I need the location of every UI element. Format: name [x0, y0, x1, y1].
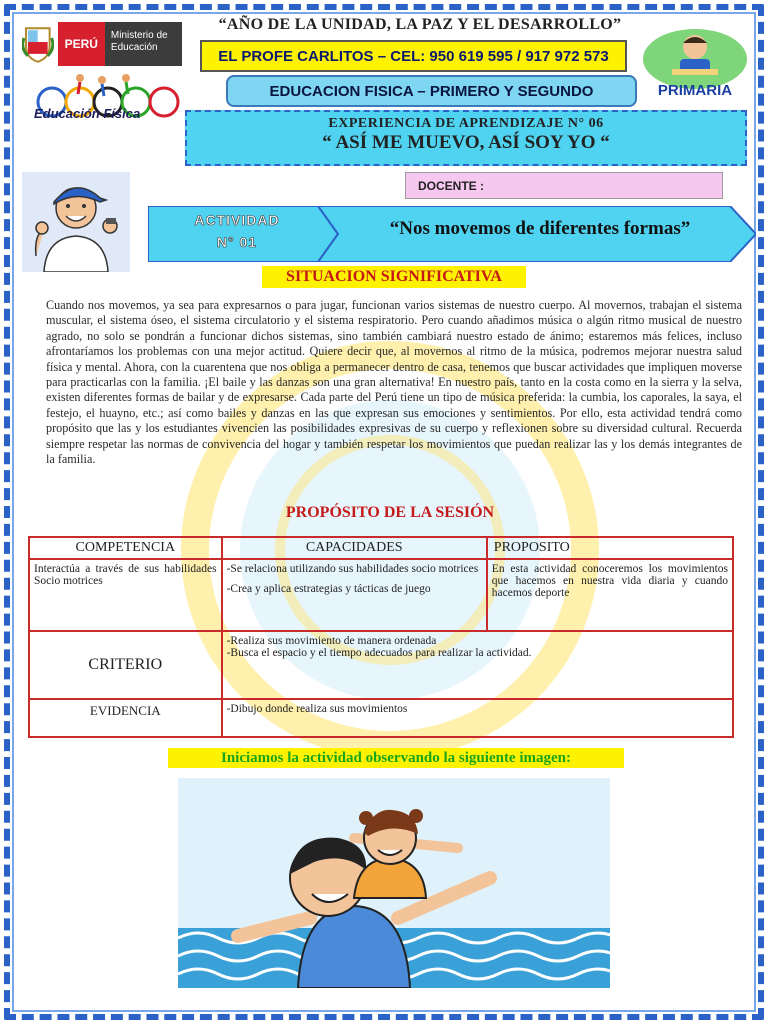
children-playing-illustration	[178, 778, 610, 988]
criterio-label: CRITERIO	[29, 631, 222, 699]
physical-education-label: Educación Física	[34, 106, 141, 121]
coach-illustration	[22, 172, 130, 272]
contact-banner: EL PROFE CARLITOS – CEL: 950 619 595 / 917 972 573	[200, 40, 627, 72]
start-activity-instruction: Iniciamos la actividad observando la siguiente imagen:	[168, 748, 624, 768]
activity-title: “Nos movemos de diferentes formas”	[389, 218, 691, 239]
activity-number: N° 01	[216, 234, 258, 250]
year-motto: “AÑO DE LA UNIDAD, LA PAZ Y EL DESARROLLO”	[218, 16, 622, 33]
table-row	[29, 631, 733, 699]
header-proposito: PROPOSITO	[487, 537, 733, 559]
table-header-row	[29, 537, 733, 559]
capacidad-item: -Crea y aplica estrategias y tácticas de juego	[226, 583, 431, 595]
header-competencia: COMPETENCIA	[29, 537, 222, 559]
ministry-logo	[22, 20, 182, 68]
situation-heading: SITUACION SIGNIFICATIVA	[262, 266, 526, 288]
situation-text: Cuando nos movemos, ya sea para expresarnos o para jugar, funcionan varios sistemas de nuestro cuerpo. Al movernos, trabajan el sistema muscular, el sistema óseo, el sistema circulatorio y el sistema respiratorio. Pero cuando añadimos música o algún ritmo musical de nuestro agrado, no solo se pondrán a funcionar dichos sistemas, sino también cambiará nuestro estado de ánimo; estaremos más felices, incluso afrontaríamos los problemas con una mejor actitud. Quiere decir que, al movernos al ritmo de la música, podremos mejorar nuestra salud física y mental. Ahora, con la cuarentena que nos obliga a permanecer dentro de casa, tenemos que buscar actividades que impliquen moverse para practicarlas con la familia. ¡El baile y las danzas son una gran alternativa! En nuestro país, tanto en la costa como en la sierra y la selva, existen diferentes formas de bailar y de expresarse. Cada parte del Perú tiene un tipo de música preferida: la cumbia, los caporales, la saya, el festejo, el huayno, etc.; así como bailes y danzas en las que expresan sus emociones y sentimientos. Por ello, esta actividad tendrá como propósito que las y los estudiantes vivencien las posibilidades expresivas de su cuerpo y reflexionen sobre su diversidad cultural. Recuerda siempre respetar las normas de convivencia del hogar y también respetar los movimientos que puedan realizar las y los demás integrantes de la familia.	[46, 298, 742, 467]
evidencia-cell: -Dibujo donde realiza sus movimientos	[222, 699, 733, 737]
capacidad-item: -Se relaciona utilizando sus habilidades socio motrices	[226, 563, 479, 575]
experience-number: EXPERIENCIA DE APRENDIZAJE N° 06	[328, 116, 604, 131]
proposito-cell: En esta actividad conoceremos los movimientos que hacemos en nuestra vida diaria y cuando hacemos deporte	[487, 559, 733, 631]
criterio-item: -Busca el espacio y el tiempo adecuados para realizar la actividad.	[226, 647, 532, 659]
experience-title: “ ASÍ ME MUEVO, ASÍ SOY YO “	[322, 132, 610, 153]
level-label: PRIMARIA	[657, 82, 733, 99]
activity-label: ACTIVIDAD	[194, 212, 280, 228]
teacher-field: DOCENTE :	[405, 172, 723, 199]
table-row	[29, 699, 733, 737]
header-capacidades: CAPACIDADES	[222, 537, 487, 559]
competency-table	[28, 536, 734, 738]
experience-banner	[185, 110, 747, 166]
table-row	[29, 559, 733, 631]
ministry-name: Ministerio de Educación	[105, 22, 182, 66]
ministry-country: PERÚ	[58, 22, 105, 66]
criterio-item: -Realiza sus movimiento de manera ordenada	[226, 635, 437, 647]
session-purpose-heading: PROPÓSITO DE LA SESIÓN	[285, 504, 495, 521]
peru-shield-icon	[22, 24, 54, 64]
course-banner: EDUCACION FISICA – PRIMERO Y SEGUNDO	[226, 75, 637, 107]
competencia-cell: Interactúa a través de sus habilidades Socio motrices	[29, 559, 222, 631]
evidencia-label: EVIDENCIA	[29, 699, 222, 737]
criterio-cell	[222, 631, 733, 699]
capacidades-cell	[222, 559, 487, 631]
